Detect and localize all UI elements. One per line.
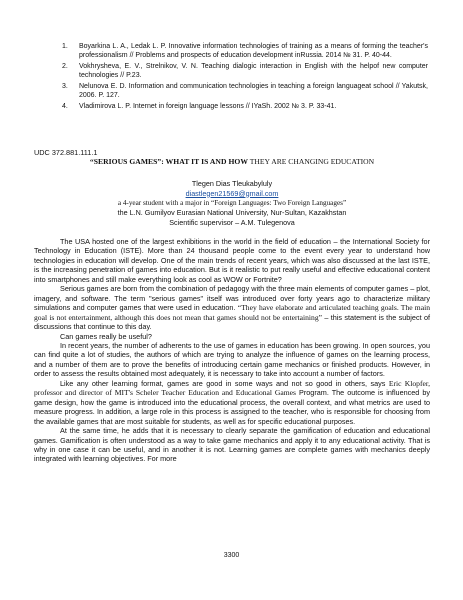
scientific-supervisor: Scientific supervisor – A.M. Tulegenova — [169, 217, 295, 227]
quote-text: “They have elaborate and articulated teaching goals. The main goal is not entertainment, although this does not mean that games should not be entertaining” — [34, 303, 430, 322]
reference-text: Vladimirova L. P. Internet in foreign language lessons // IYaSh. 2002 № 3. P. 33-41. — [79, 103, 337, 110]
reference-number: 4. — [62, 103, 68, 110]
author-name: Tlegen Dias Tleukabyluly — [191, 179, 273, 188]
body-paragraph: In recent years, the number of adherents to the use of games in education has been growing. In open sources, you can find quite a lot of studies, the authors of which are trying to analyze the influence of games on the learning process, and a number of them are to prove the benefits of introducing certain game mechanics or finished products. However, in order to assess the results obtained most adequately, it is necessary to take into account a number of factors. — [34, 340, 430, 379]
reference-list — [60, 42, 428, 113]
author-affiliation-line: a 4-year student with a major in “Foreign Languages: Two Foreign Languages” — [117, 198, 347, 207]
article-body — [34, 237, 430, 464]
reference-item — [60, 62, 428, 81]
article-title-bold: “SERIOUS GAMES”: WHAT IT IS AND HOW — [89, 157, 249, 166]
body-paragraph: The USA hosted one of the largest exhibitions in the world in the field of education – the International Society for Technology in Education (ISTE). More than 24 thousand people come to the event every year to understand how technologies in education will develop. One of the main trends of recent years, which was also discussed at the last ISTE, is the increasing penetration of games into education. But is it realistic to put really useful and effective educational content into smartphones and still make everything look as cool as WOW or Fortnite? — [34, 237, 430, 284]
reference-text: Boyarkina L. A., Ledak L. P. Innovative information technologies of training as a means of forming the teacher's professionalism // Problems and prospects of education development inRussia. 2014 № 31. P. 40-44. — [79, 43, 428, 60]
body-paragraph: At the same time, he adds that it is necessary to clearly separate the gamification of education and educational games. Gamification is often understood as a way to take game mechanics and apply it to any educational activity. That is why in one case it can be useful, and in another it is not. Learning games are complete games with mechanics deeply integrated with learning objectives. For more — [34, 426, 430, 464]
body-paragraph — [34, 379, 430, 426]
author-email-link[interactable]: diastlegen21569@gmail.com — [185, 188, 279, 198]
reference-number: 3. — [62, 83, 68, 90]
paragraph-text: – this statement is the subject of discussions that continue to this day. — [34, 312, 430, 332]
body-subheading: Can games really be useful? — [60, 331, 152, 341]
reference-item — [60, 42, 428, 61]
serif-text: Eric Klopfer, professor and director of MIT's Scheler Teacher Education and Educational Games — [34, 378, 430, 398]
paragraph-text: Program. The outcome is influenced by game design, how the game is introduced into the educational process, the overall context, and what metrics are used to measure progress. In addition, a large role in this process is assigned to the teacher, who is responsible for choosing from the available games that are most suitable for students, as well as for specific educational purposes. — [34, 388, 431, 426]
paragraph-text: Like any other learning format, games are good in some ways and not so good in others, says — [60, 378, 389, 388]
reference-text: Vokhrysheva, E. V., Strelnikov, V. N. Teaching dialogic interaction in English with the helpof new computer technologies // P.23. — [79, 63, 428, 80]
reference-item — [60, 82, 428, 101]
reference-number: 1. — [62, 43, 68, 50]
page-number: 3300 — [223, 552, 240, 559]
udc-code: UDC 372.881.111.1 — [34, 148, 98, 157]
article-title — [34, 157, 430, 166]
article-title-rest: THEY ARE CHANGING EDUCATION — [248, 157, 375, 166]
reference-number: 2. — [62, 63, 68, 70]
reference-item — [60, 102, 428, 111]
body-paragraph — [34, 284, 430, 331]
reference-text: Nelunova E. D. Information and communication technologies in teaching a foreign languageat school // Yakutsk, 2006. P. 127. — [79, 83, 428, 100]
paragraph-text: Serious games are born from the combination of pedagogy with the three main elements of computer games – plot, imagery, and software. The term "serious games" itself was introduced over forty years ago to characterize military simulations and computer games that were used in education. — [34, 284, 430, 313]
author-university: the L.N. Gumilyov Eurasian National University, Nur-Sultan, Kazakhstan — [117, 208, 347, 217]
